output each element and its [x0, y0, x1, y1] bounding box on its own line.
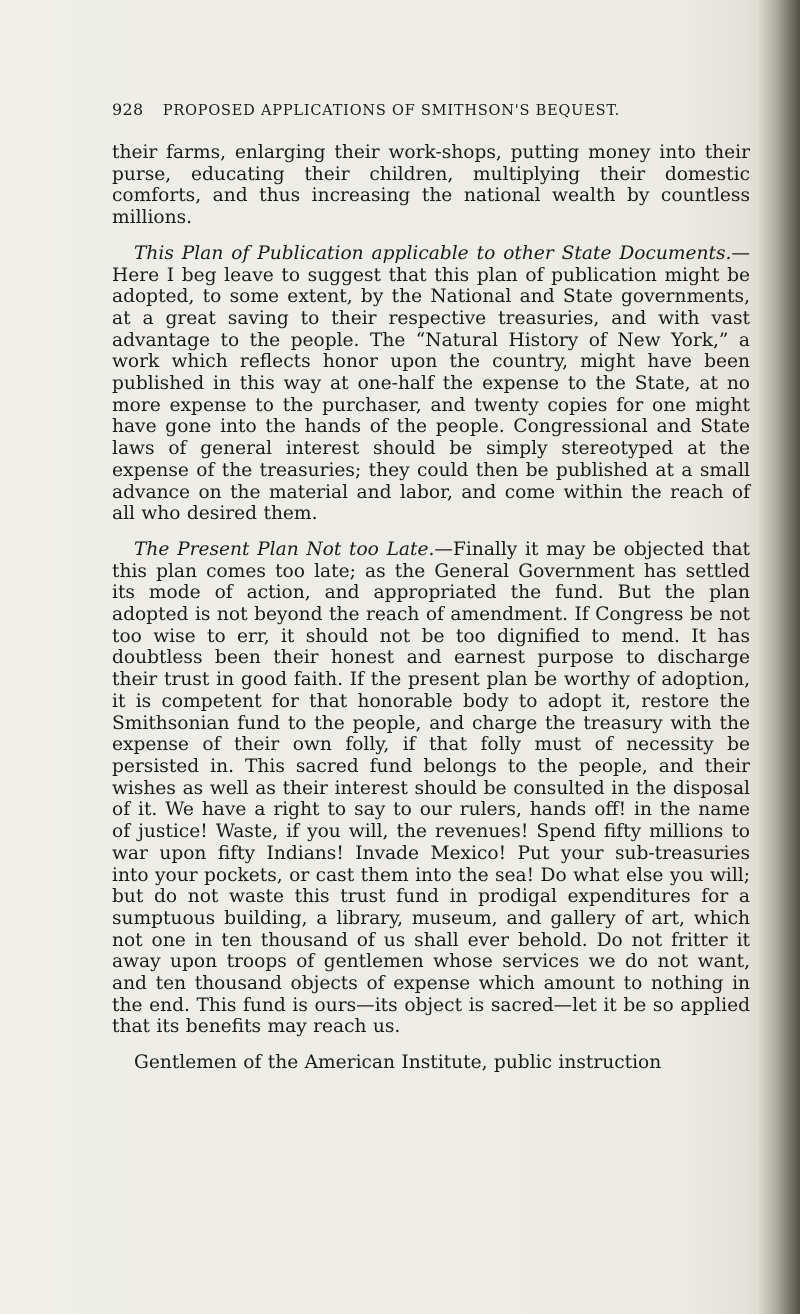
section-heading: The Present Plan Not too Late. [134, 538, 435, 560]
paragraph-text: —Finally it may be objected that this plan comes too late; as the General Government has settled its mode of action, and appropriated the fund. But the plan adopted is not beyond the reach of amendment. If Congress be not too wise to err, it should not be too dignified to mend. It has doubtless been their honest and earnest purpose to discharge their trust in good faith. If the present plan be worthy of adoption, it is competent for that honorable body to adopt it, restore the Smithsonian fund to the people, and charge the treasury with the expense of their own folly, if that folly must of necessity be persisted in. This sacred fund belongs to the people, and their wishes as well as their interest should be consulted in the disposal of it. We have a right to say to our rulers, hands off! in the name of justice! Waste, if you will, the revenues! Spend fifty millions to war upon fifty Indians! Invade Mexico! Put your sub-treasuries into your pockets, or cast them into the sea! Do what else you will; but do not waste this trust fund in prodigal expenditures for a sumptuous building, a library, museum, and gallery of art, which not one in ten thousand of us shall ever behold. Do not fritter it away upon troops of gentlemen whose services we do not want, and ten thousand objects of expense which amount to nothing in the end. This fund is ours—its object is sacred—let it be so applied that its benefits may reach us. [112, 538, 750, 1038]
paragraph-continuation [112, 142, 750, 229]
paragraph-publication-plan [112, 243, 750, 525]
running-header [112, 100, 620, 119]
running-title: PROPOSED APPLICATIONS OF SMITHSON'S BEQUEST. [162, 103, 621, 119]
paragraph-present-plan [112, 539, 750, 1038]
paragraph-gentlemen [112, 1052, 750, 1074]
page-edge-shadow [758, 0, 800, 1314]
paragraph-text: — Here I beg leave to suggest that this plan of publication might be adopted, to some extent, by the National and State governments, at a great saving to their respective treasuries, and with vast advantage to the people. The “Natural History of New York,” a work which reflects honor upon the country, might have been published in this way at one-half the expense to the State, at no more expense to the purchaser, and twenty copies for one might have gone into the hands of the people. Congressional and State laws of general interest should be simply stereotyped at the expense of the treasuries; they could then be published at a small advance on the material and labor, and come within the reach of all who desired them. [112, 242, 750, 525]
paragraph-text: their farms, enlarging their work-shops, putting money into their purse, educating their children, multiplying their domestic comforts, and thus increasing the national wealth by countless millions. [112, 142, 750, 229]
page-number: 928 [112, 100, 144, 119]
paragraph-text: Gentlemen of the American Institute, public instruction [134, 1052, 662, 1074]
section-heading: This Plan of Publication applicable to other State Documents. [134, 242, 732, 264]
page-body [112, 142, 750, 1074]
